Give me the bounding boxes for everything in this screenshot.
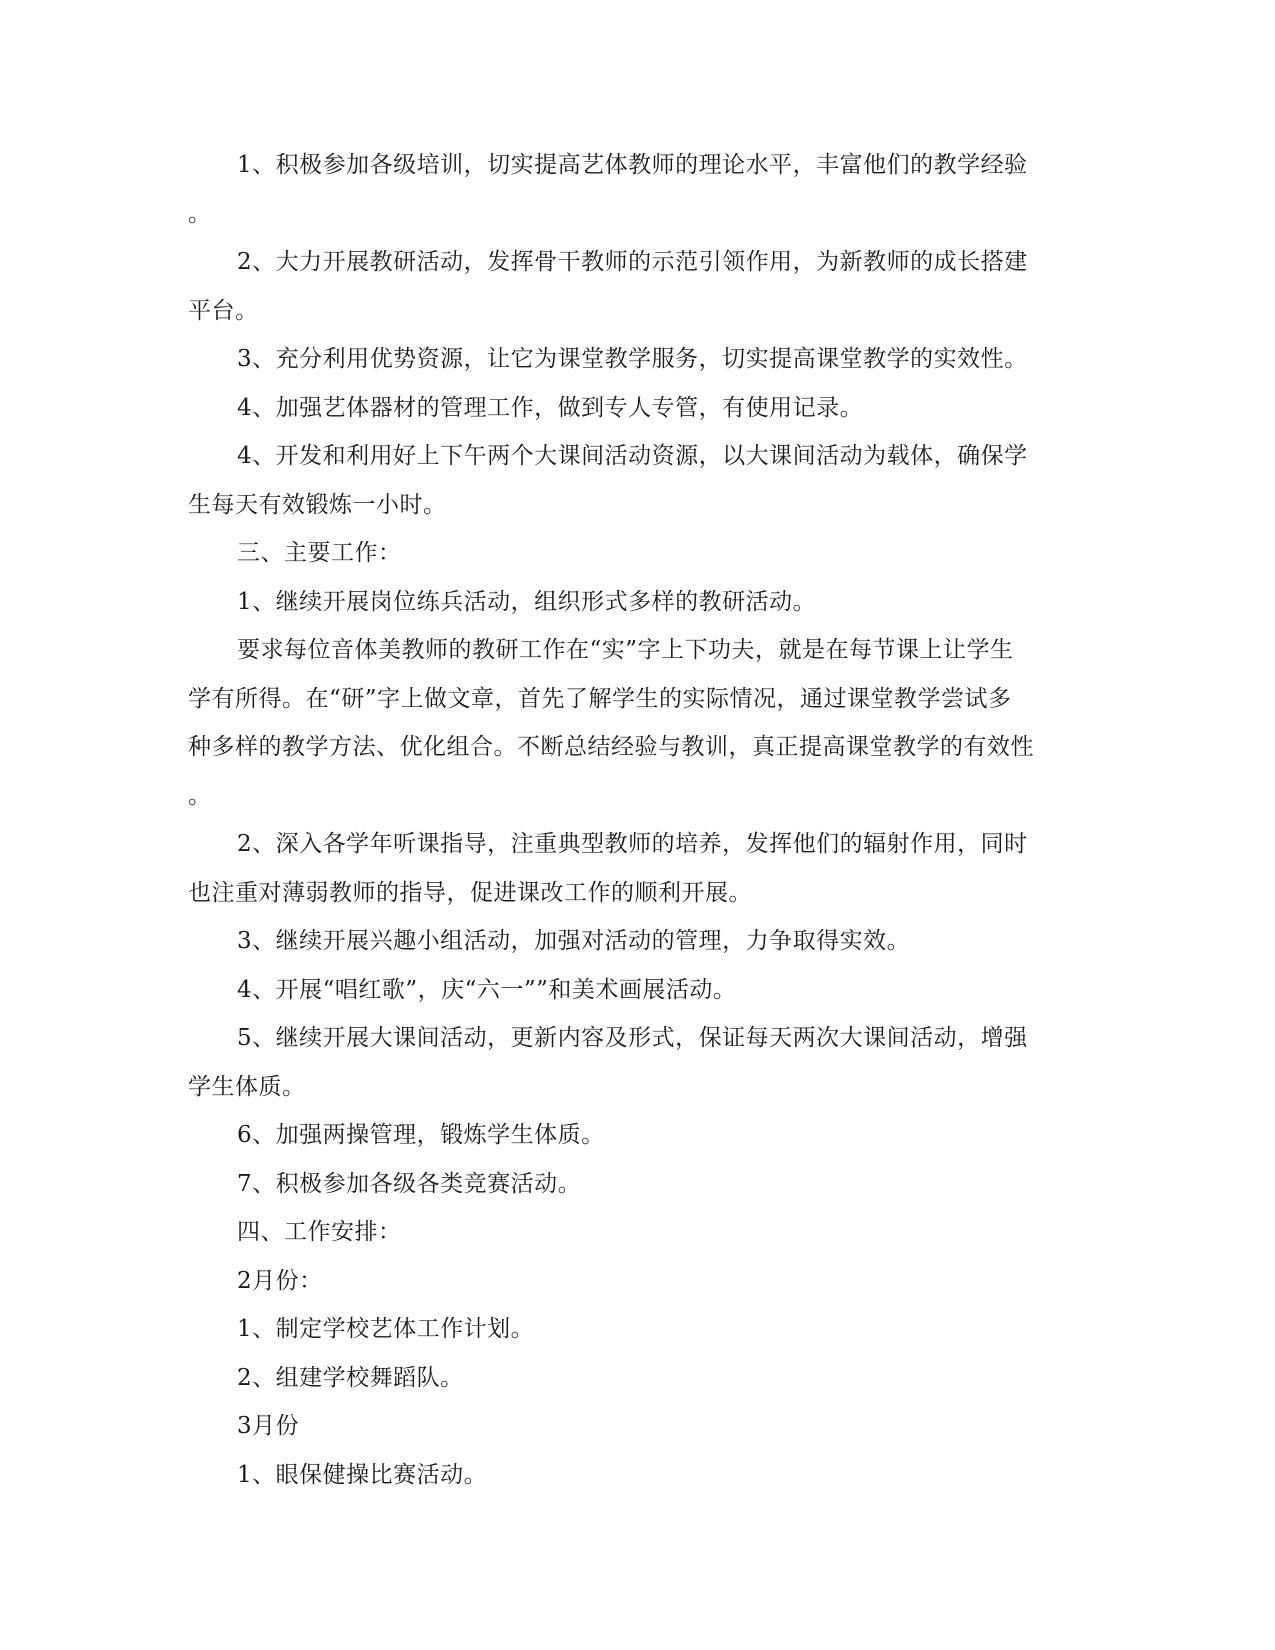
section-heading: 四、工作安排： bbox=[237, 1219, 402, 1245]
text-line: 要求每位音体美教师的教研工作在“实”字上下功夫，就是在每节课上让学生 bbox=[237, 637, 1014, 663]
text-line: 生每天有效锻炼一小时。 bbox=[188, 491, 447, 518]
month-heading: 3月份 bbox=[237, 1413, 300, 1439]
text-line: 学有所得。在“研”字上做文章，首先了解学生的实际情况，通过课堂教学尝试多 bbox=[188, 685, 1012, 712]
text-line: 2、组建学校舞蹈队。 bbox=[237, 1364, 464, 1391]
text-line: 1、制定学校艺体工作计划。 bbox=[237, 1316, 535, 1342]
text-line: 2、大力开展教研活动，发挥骨干教师的示范引领作用，为新教师的成长搭建 bbox=[237, 249, 1028, 275]
month-heading: 2月份： bbox=[237, 1267, 323, 1294]
document-body bbox=[188, 141, 1088, 1499]
text-line: 6、加强两操管理，锻炼学生体质。 bbox=[237, 1122, 605, 1148]
text-line: 5、继续开展大课间活动，更新内容及形式，保证每天两次大课间活动，增强 bbox=[237, 1025, 1028, 1051]
text-line: 2、深入各学年听课指导，注重典型教师的培养，发挥他们的辐射作用，同时 bbox=[237, 831, 1028, 857]
text-line: 4、加强艺体器材的管理工作，做到专人专管，有使用记录。 bbox=[237, 394, 864, 421]
text-line: 3、充分利用优势资源，让它为课堂教学服务，切实提高课堂教学的实效性。 bbox=[237, 346, 1028, 372]
text-line: 3、继续开展兴趣小组活动，加强对活动的管理，力争取得实效。 bbox=[237, 928, 911, 954]
text-line: 1、继续开展岗位练兵活动，组织形式多样的教研活动。 bbox=[237, 588, 817, 615]
text-line: 。 bbox=[188, 782, 212, 809]
text-line: 。 bbox=[188, 200, 212, 227]
text-line: 学生体质。 bbox=[188, 1073, 306, 1100]
section-heading: 三、主要工作： bbox=[237, 540, 402, 566]
text-line: 4、开发和利用好上下午两个大课间活动资源，以大课间活动为载体，确保学 bbox=[237, 443, 1028, 469]
text-line: 1、积极参加各级培训，切实提高艺体教师的理论水平，丰富他们的教学经验 bbox=[237, 152, 1028, 178]
text-line: 也注重对薄弱教师的指导，促进课改工作的顺利开展。 bbox=[188, 879, 752, 906]
text-line: 4、开展“唱红歌”，庆“六一””和美术画展活动。 bbox=[237, 976, 737, 1003]
text-line: 7、积极参加各级各类竞赛活动。 bbox=[237, 1170, 582, 1197]
text-line: 种多样的教学方法、优化组合。不断总结经验与教训，真正提高课堂教学的有效性 bbox=[188, 734, 1034, 760]
text-line: 1、眼保健操比赛活动。 bbox=[237, 1461, 488, 1488]
text-line: 平台。 bbox=[188, 297, 259, 324]
